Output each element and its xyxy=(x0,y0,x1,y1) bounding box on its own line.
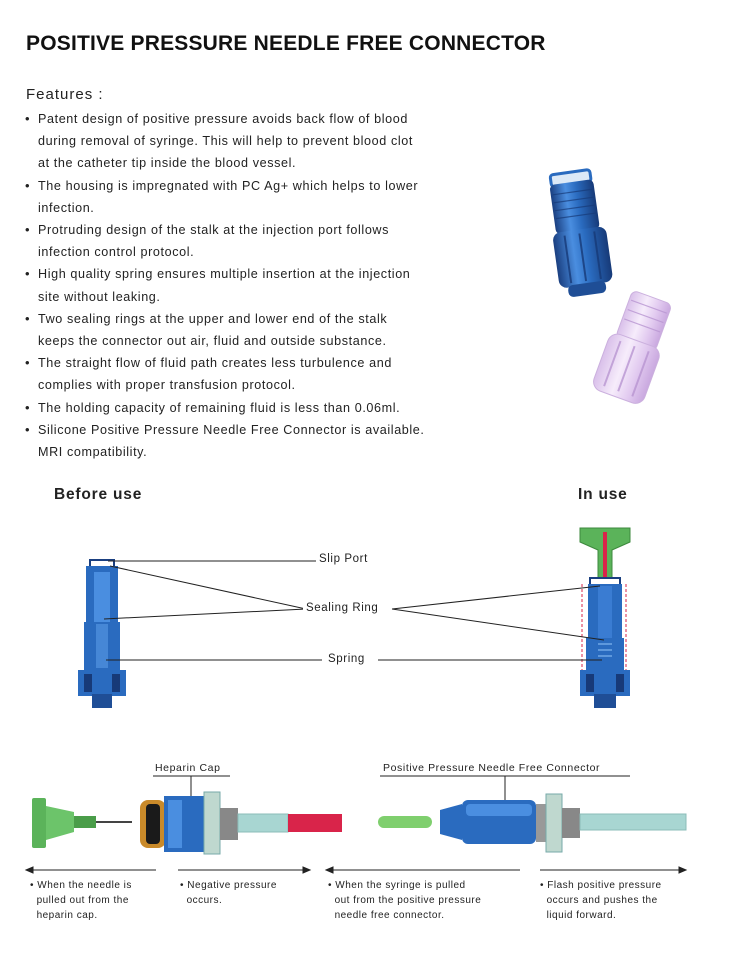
feature-item xyxy=(24,175,524,219)
feature-line: Patent design of positive pressure avoids back flow of blood xyxy=(38,112,408,126)
feature-item xyxy=(24,352,524,396)
feature-item xyxy=(24,397,524,419)
caption-positive-pressure: • Flash positive pressure occurs and pushes the liquid forward. xyxy=(540,880,662,921)
caption-line: Negative pressure xyxy=(187,880,277,891)
feature-line: keeps the connector out air, fluid and outside substance. xyxy=(38,334,387,349)
feature-line: Silicone Positive Pressure Needle Free Connector is available. xyxy=(38,422,425,437)
sealing-ring-label: Sealing Ring xyxy=(303,602,381,614)
connector-product-photo xyxy=(540,160,710,430)
heparin-cap xyxy=(140,792,342,854)
feature-item xyxy=(24,308,524,352)
caption-line: pulled out from the xyxy=(36,895,129,906)
feature-item xyxy=(24,219,524,263)
caption-line: Flash positive pressure xyxy=(547,880,662,891)
caption-line: out from the positive pressure xyxy=(334,895,482,906)
feature-line: infection. xyxy=(38,200,95,215)
caption-line: When the needle is xyxy=(37,880,132,891)
feature-line: Two sealing rings at the upper and lower end of the stalk xyxy=(38,311,388,326)
in-use-connector xyxy=(580,528,630,708)
feature-line: site without leaking. xyxy=(38,289,161,304)
before-use-label: Before use xyxy=(54,486,143,503)
feature-line: infection control protocol. xyxy=(38,245,195,260)
slip-port-label: Slip Port xyxy=(316,553,371,565)
spring-label: Spring xyxy=(325,653,368,665)
ppnfc-assembly xyxy=(378,794,686,852)
caption-line: liquid forward. xyxy=(546,910,617,921)
clear-connector xyxy=(591,288,678,406)
caption-syringe-removal: • When the syringe is pulled out from the positive pressure needle free connector. xyxy=(328,880,482,921)
features-heading: Features : xyxy=(26,86,104,103)
caption-line: occurs and pushes the xyxy=(546,895,658,906)
caption-line: heparin cap. xyxy=(36,910,98,921)
features-list xyxy=(24,108,524,463)
feature-line: MRI compatibility. xyxy=(38,445,148,460)
feature-item xyxy=(24,108,524,175)
feature-line: The straight flow of fluid path creates less turbulence and xyxy=(38,356,392,371)
heparin-cap-label: Heparin Cap xyxy=(155,762,221,774)
feature-item xyxy=(24,263,524,307)
ppnfc-label: Positive Pressure Needle Free Connector xyxy=(383,762,601,774)
feature-line: during removal of syringe. This will help to prevent blood clot xyxy=(38,134,413,149)
feature-line: High quality spring ensures multiple insertion at the injection xyxy=(38,267,411,282)
caption-line: needle free connector. xyxy=(334,910,445,921)
feature-line: The holding capacity of remaining fluid is less than 0.06ml. xyxy=(38,400,401,415)
page-title: POSITIVE PRESSURE NEEDLE FREE CONNECTOR xyxy=(26,32,546,55)
caption-needle-removal: • When the needle is pulled out from the heparin cap. xyxy=(30,880,132,921)
feature-item xyxy=(24,419,524,463)
feature-line: Protruding design of the stalk at the injection port follows xyxy=(38,223,390,238)
feature-line: The housing is impregnated with PC Ag+ which helps to lower xyxy=(38,178,419,193)
feature-line: complies with proper transfusion protocol. xyxy=(38,378,296,393)
needle-syringe xyxy=(32,798,132,848)
caption-arrows xyxy=(26,867,686,873)
caption-line: occurs. xyxy=(186,895,223,906)
in-use-label: In use xyxy=(578,486,628,503)
usage-illustration xyxy=(0,770,750,880)
before-use-connector xyxy=(78,560,126,708)
caption-line: When the syringe is pulled xyxy=(335,880,466,891)
caption-negative-pressure: • Negative pressure occurs. xyxy=(180,880,277,906)
blue-connector xyxy=(544,168,615,298)
cross-section-diagram xyxy=(0,520,750,720)
feature-line: at the catheter tip inside the blood vessel. xyxy=(38,156,297,171)
